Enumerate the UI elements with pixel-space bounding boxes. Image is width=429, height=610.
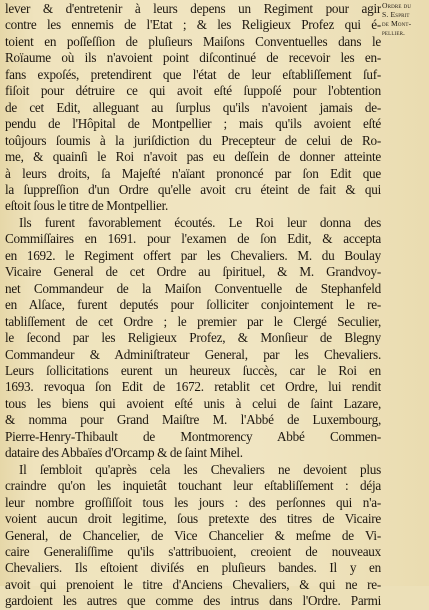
text-line: eſtoit ſous le titre de Montpellier.	[5, 198, 169, 214]
margin-note-line: pellier.	[382, 28, 406, 37]
text-line: le ſecond par les Religieux Profez, & Monſieur de Blegny	[5, 330, 381, 346]
text-line: tabliſſement de cet Ordre ; le premier par le Clergé Seculier,	[5, 313, 381, 329]
text-line: caire Generaliſſime qu'ils s'attribuoient, creoient de nouveaux	[5, 543, 381, 559]
paragraph-start-line: Il ſembloit qu'après cela les Chevaliers ne devoient plus	[19, 461, 381, 477]
text-line: leur nombre groſſiſſoit tous les jours : des perſonnes qui n'a-	[5, 494, 381, 510]
text-line: en Alſace, furent deputés pour ſolliciter conjointement le re-	[5, 297, 381, 313]
text-line: toient en poſſeſſion de pluſieurs Maiſons Conventuelles dans le	[5, 33, 381, 49]
text-line: dataire des Abbaïes d'Orcamp & de ſaint Mihel.	[5, 445, 243, 461]
text-line: tous les biens qui avoient eſté unis à celui de ſaint Lazare,	[5, 395, 381, 411]
text-line: fans expoſés, pretendirent que l'état de leur eſtabliſſement ſuf-	[5, 66, 381, 82]
margin-note-line: Ordre du	[382, 1, 412, 10]
text-line: me, & quainſi le Roi n'avoit pas eu deſſein de donner atteinte	[5, 149, 381, 165]
text-line: toûjours ſoumis à la juriſdiction du Precepteur de celui de Ro-	[5, 132, 381, 148]
text-line: net Commandeur de la Maiſon Conventuelle de Stephanfeld	[5, 280, 381, 296]
text-line: gardoient les autres que comme des intrus dans l'Ordre. Parmi	[5, 593, 381, 609]
text-line: craindre qu'on les inquietât touchant leur eſtabliſſement : déja	[5, 478, 381, 494]
margin-note-line: S. Esprit	[382, 10, 410, 19]
text-line: Commandeur & Adminiſtrateur General, par les Chevaliers.	[5, 346, 381, 362]
text-line: 1693. revoqua ſon Edit de 1672. retablit cet Ordre, lui rendit	[5, 379, 381, 395]
paragraph-start-line: Ils furent favorablement écoutés. Le Roi leur donna des	[19, 214, 381, 230]
text-line: à leurs droits, ſa Majeſté n'aïant prononcé par ſon Edit que	[5, 165, 381, 181]
text-line: en 1692. le Regiment offert par les Chevaliers. M. du Boulay	[5, 247, 381, 263]
text-line: Pierre-Henry-Thibault de Montmorency Abbé Commen-	[5, 428, 381, 444]
text-line: Vicaire General de cet Ordre au ſpirituel, & M. Grandvoy-	[5, 264, 381, 280]
text-line: fiſoit pour détruire ce qui avoit eſté ſuppoſé pour l'obtention	[5, 83, 381, 99]
text-line: Chevaliers. Ils eſtoient diviſés en pluſieurs bandes. Il y en	[5, 560, 381, 576]
margin-note-line: de Mont-	[382, 19, 412, 28]
text-line: lever & d'entretenir à leurs depens un Regiment pour agir	[5, 1, 381, 16]
text-line: General, de Chancelier, de Vice Chancelier & meſme de Vi-	[5, 527, 381, 543]
text-line: Leurs ſollicitations eurent un heureux ſuccès, car le Roi en	[5, 362, 381, 378]
text-line: avoit qui prenoient le titre d'Anciens Chevaliers, & qui ne re-	[5, 576, 381, 592]
body-text	[5, 1, 381, 610]
text-line: Roïaume où ils n'avoient point diſcontinué de recevoir les en-	[5, 50, 381, 66]
text-line: de cet Edit, alleguant au ſurplus qu'ils n'avoient jamais de-	[5, 99, 381, 115]
text-line: pendu de l'Hôpital de Montpellier ; mais qu'ils avoient eſté	[5, 116, 381, 132]
text-line: Commiſſaires en 1691. pour l'examen de ſon Edit, & accepta	[5, 231, 381, 247]
text-line: & nomma pour Grand Maiſtre M. l'Abbé de Luxembourg,	[5, 412, 381, 428]
text-line: contre les ennemis de l'Etat ; & les Religieux Profez qui é-	[5, 17, 381, 33]
text-line: voient aucun droit legitime, ſous pretexte des titres de Vicaire	[5, 511, 381, 527]
text-line: la ſuppreſſion d'un Ordre qu'elle avoit cru éteint de fait & qui	[5, 181, 381, 197]
margin-note	[382, 1, 428, 37]
